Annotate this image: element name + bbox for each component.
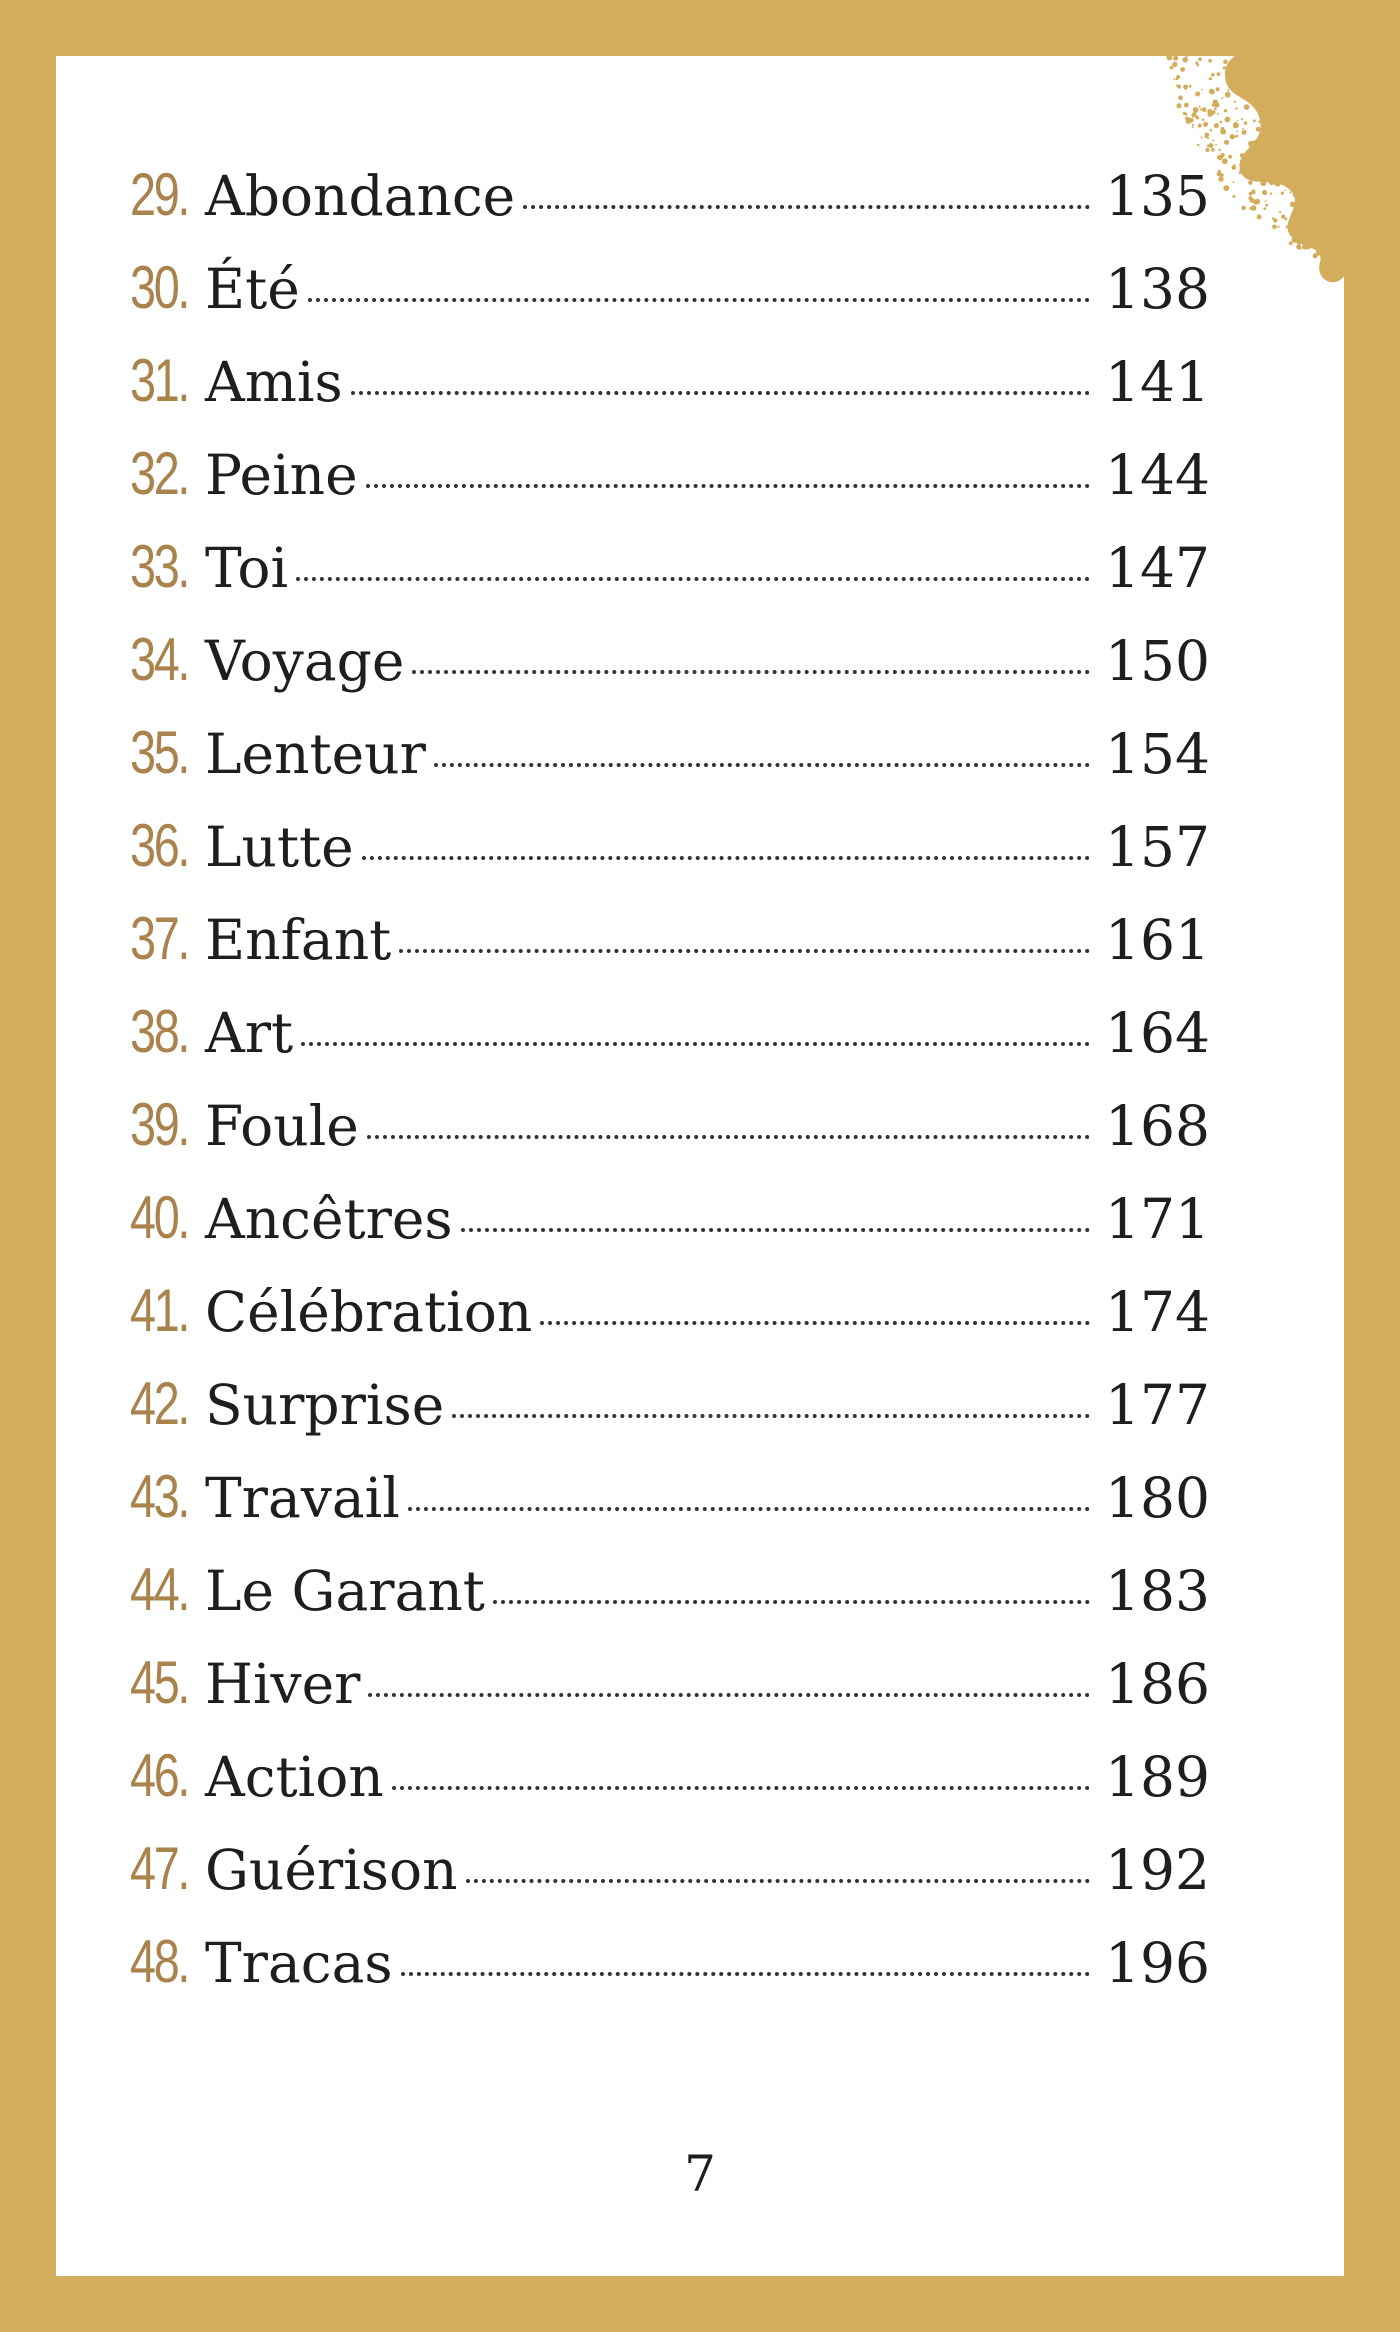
dot-leader	[392, 1786, 1090, 1790]
toc-entry-page: 164	[1105, 1001, 1210, 1065]
toc-entry-title: Guérison	[205, 1838, 458, 1902]
dot-leader	[296, 577, 1090, 581]
toc-entry-number: 39.	[130, 1091, 189, 1158]
toc-entry-title: Foule	[205, 1094, 359, 1158]
toc-entry	[130, 439, 1210, 532]
toc-entry-page: 147	[1105, 536, 1210, 600]
toc-entry-title: Action	[205, 1745, 384, 1809]
toc-entry-page: 135	[1105, 164, 1210, 228]
toc-entry	[130, 811, 1210, 904]
toc-entry-title: Lenteur	[205, 722, 426, 786]
toc-entry	[130, 1834, 1210, 1927]
toc-entry-page: 144	[1105, 443, 1210, 507]
dot-leader	[523, 205, 1090, 209]
dot-leader	[466, 1879, 1090, 1883]
dot-leader	[399, 949, 1090, 953]
toc-entry-page: 138	[1105, 257, 1210, 321]
toc-entry-number: 30.	[130, 254, 189, 321]
toc-entry-number: 33.	[130, 533, 189, 600]
toc-entry	[130, 997, 1210, 1090]
dot-leader	[351, 391, 1090, 395]
toc-entry-title: Voyage	[205, 629, 405, 693]
dot-leader	[412, 670, 1090, 674]
toc-entry-number: 29.	[130, 161, 189, 228]
toc-entry-number: 42.	[130, 1370, 189, 1437]
toc-entry-title: Ancêtres	[205, 1187, 453, 1251]
toc-entry-title: Toi	[205, 536, 289, 600]
toc-entry	[130, 532, 1210, 625]
toc-entry	[130, 253, 1210, 346]
toc-entry-title: Été	[205, 257, 300, 321]
toc-entry-page: 168	[1105, 1094, 1210, 1158]
toc-entry-page: 180	[1105, 1466, 1210, 1530]
toc-entry-number: 41.	[130, 1277, 189, 1344]
toc-entry	[130, 1276, 1210, 1369]
toc-entry	[130, 1183, 1210, 1276]
toc-entry	[130, 1462, 1210, 1555]
dot-leader	[540, 1321, 1090, 1325]
toc-entry-number: 37.	[130, 905, 189, 972]
dot-leader	[368, 1693, 1090, 1697]
toc-entry-number: 47.	[130, 1835, 189, 1902]
toc-entry	[130, 1369, 1210, 1462]
toc-entry	[130, 1555, 1210, 1648]
dot-leader	[434, 763, 1090, 767]
dot-leader	[452, 1414, 1090, 1418]
toc-entry-page: 141	[1105, 350, 1210, 414]
toc-entry-number: 45.	[130, 1649, 189, 1716]
toc-entry-number: 48.	[130, 1928, 189, 1995]
toc-entry	[130, 346, 1210, 439]
toc-entry-page: 157	[1105, 815, 1210, 879]
toc-entry	[130, 718, 1210, 811]
toc-entry-title: Le Garant	[205, 1559, 485, 1623]
dot-leader	[401, 1972, 1090, 1976]
toc-entry-page: 189	[1105, 1745, 1210, 1809]
toc-entry-title: Enfant	[205, 908, 392, 972]
toc-entry-number: 46.	[130, 1742, 189, 1809]
page-number-folio: 7	[684, 2145, 716, 2203]
toc-entry-page: 171	[1105, 1187, 1210, 1251]
toc-entry-title: Hiver	[205, 1652, 361, 1716]
dot-leader	[301, 1042, 1090, 1046]
toc-entry-number: 31.	[130, 347, 189, 414]
toc-entry-title: Amis	[205, 350, 343, 414]
dot-leader	[367, 1135, 1090, 1139]
toc-entry-page: 177	[1105, 1373, 1210, 1437]
toc-entry-page: 150	[1105, 629, 1210, 693]
toc-entry-title: Peine	[205, 443, 358, 507]
dot-leader	[493, 1600, 1090, 1604]
toc-entry-title: Abondance	[205, 164, 516, 228]
toc-entry-page: 161	[1105, 908, 1210, 972]
toc-entry	[130, 1090, 1210, 1183]
toc-entry	[130, 160, 1210, 253]
toc-entry-page: 154	[1105, 722, 1210, 786]
toc-entry-title: Célébration	[205, 1280, 533, 1344]
toc-entry-number: 43.	[130, 1463, 189, 1530]
toc-entry-title: Art	[205, 1001, 294, 1065]
toc-entry-title: Tracas	[205, 1931, 393, 1995]
toc-entry-page: 174	[1105, 1280, 1210, 1344]
table-of-contents	[130, 160, 1210, 2020]
toc-entry-title: Travail	[205, 1466, 400, 1530]
toc-entry-number: 32.	[130, 440, 189, 507]
toc-entry	[130, 625, 1210, 718]
toc-entry-title: Lutte	[205, 815, 354, 879]
toc-entry-number: 36.	[130, 812, 189, 879]
toc-entry	[130, 1648, 1210, 1741]
toc-entry-title: Surprise	[205, 1373, 445, 1437]
toc-entry-number: 40.	[130, 1184, 189, 1251]
dot-leader	[362, 856, 1090, 860]
toc-entry-page: 196	[1105, 1931, 1210, 1995]
toc-entry-number: 44.	[130, 1556, 189, 1623]
toc-entry-page: 186	[1105, 1652, 1210, 1716]
toc-entry	[130, 904, 1210, 997]
toc-entry-number: 38.	[130, 998, 189, 1065]
toc-entry-page: 183	[1105, 1559, 1210, 1623]
toc-entry	[130, 1927, 1210, 2020]
toc-entry-number: 34.	[130, 626, 189, 693]
toc-entry	[130, 1741, 1210, 1834]
dot-leader	[308, 298, 1090, 302]
toc-entry-page: 192	[1105, 1838, 1210, 1902]
dot-leader	[461, 1228, 1090, 1232]
dot-leader	[366, 484, 1090, 488]
dot-leader	[408, 1507, 1090, 1511]
toc-entry-number: 35.	[130, 719, 189, 786]
